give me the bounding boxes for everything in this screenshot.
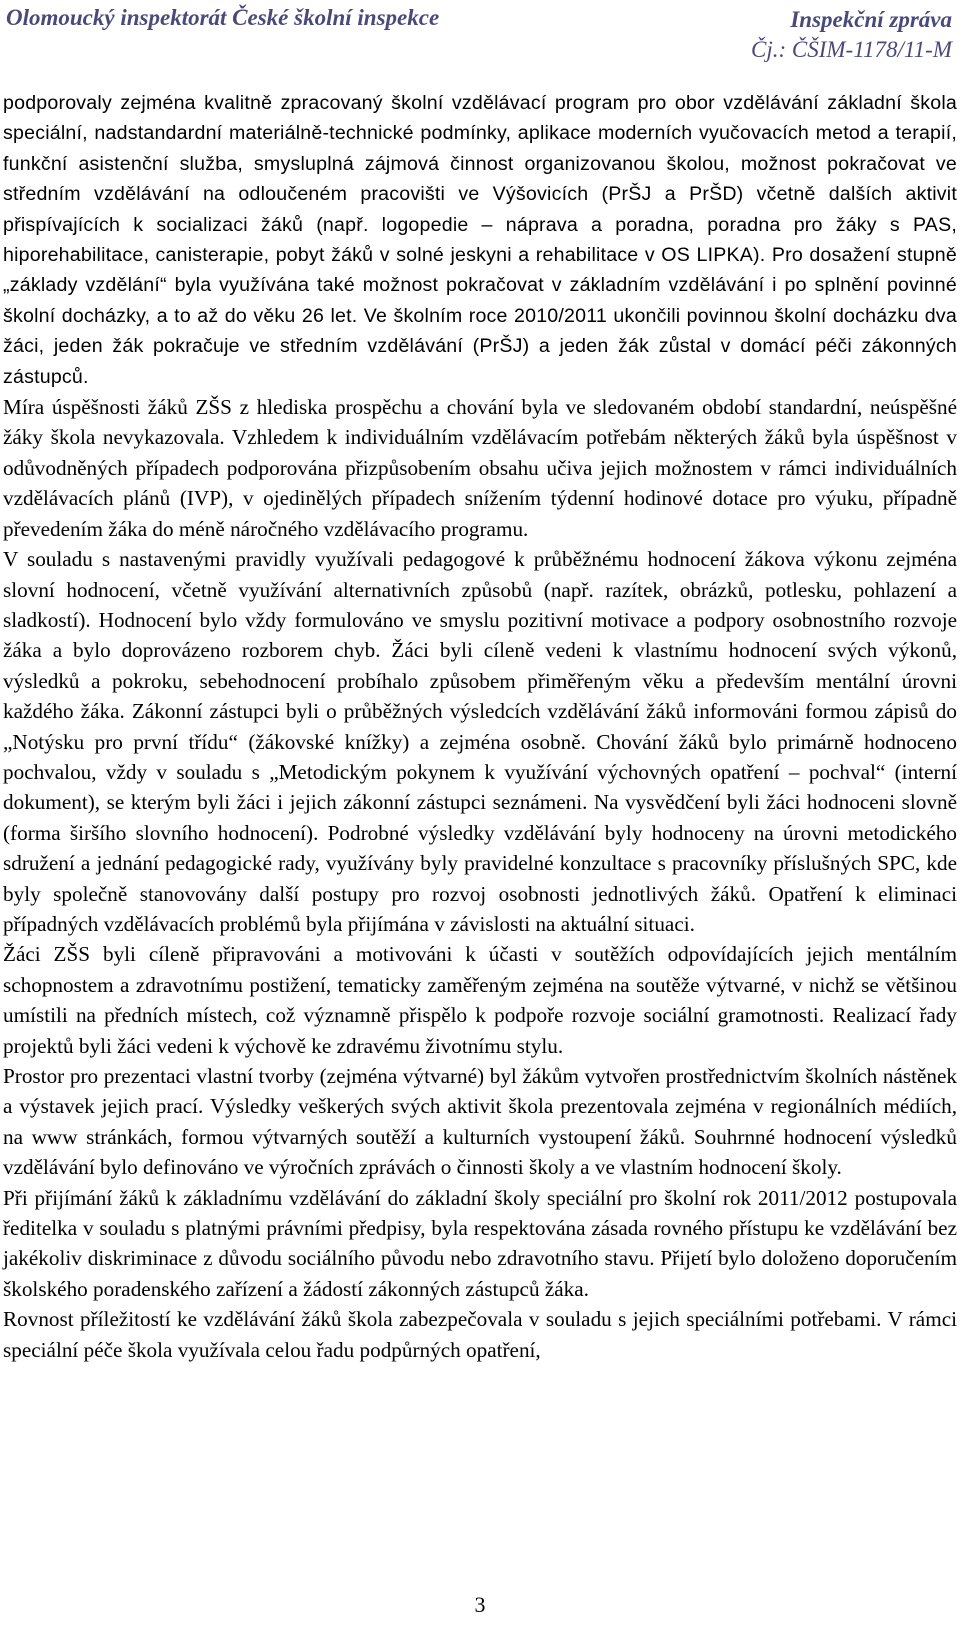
body-paragraph: podporovaly zejména kvalitně zpracovaný školní vzdělávací program pro obor vzdělávání základní škola speciální, nadstandardní materiálně-technické podmínky, aplikace moderních vyučovacích metod a terapií, funkční asistenční služba, smysluplná zájmová činnost organizovanou školou, možnost pokračovat ve středním vzdělávání na odloučeném pracovišti ve Výšovicích (PrŠJ a PrŠD) včetně dalších aktivit přispívajících k socializaci žáků (např. logopedie – náprava a poradna, poradna pro žáky s PAS, hiporehabilitace, canisterapie, pobyt žáků v solné jeskyni a rehabilitace v OS LIPKA). Pro dosažení stupně „základy vzdělání“ byla využívána také možnost pokračovat v základním vzdělávání i po splnění povinné školní docházky, a to až do věku 26 let. Ve školním roce 2010/2011 ukončili povinnou školní docházku dva žáci, jeden žák pokračuje ve středním vzdělávání (PrŠJ) a jeden žák zůstal v domácí péči zákonných zástupců.: [3, 92, 957, 388]
body-paragraph: V souladu s nastavenými pravidly využívali pedagogové k průběžnému hodnocení žákova výkonu zejména slovní hodnocení, včetně využívání alternativních způsobů (např. razítek, obrázků, potlesku, pohlazení a sladkostí). Hodnocení bylo vždy formulováno ve smyslu pozitivní motivace a podpory osobnostního rozvoje žáka a bylo doprovázeno rozborem chyb. Žáci byli cíleně vedeni k vlastnímu hodnocení svých výkonů, výsledků a pokroku, sebehodnocení probíhalo způsobem přiměřeným věku a především mentální úrovni každého žáka. Zákonní zástupci byli o průběžných výsledcích vzdělávání žáků informováni formou zápisů do „Notýsku pro první třídu“ (žákovské knížky) a zejména osobně. Chování žáků bylo primárně hodnoceno pochvalou, vždy v souladu s „Metodickým pokynem k využívání výchovných opatření – pochval“ (interní dokument), se kterým byli žáci i jejich zákonní zástupci seznámeni. Na vysvědčení byli žáci hodnoceni slovně (forma širšího slovního hodnocení). Podrobné výsledky vzdělávání byly hodnoceny na úrovni metodického sdružení a jednání pedagogické rady, využívány byly pravidelné konzultace s pracovníky příslušných SPC, kde byly společně stanovovány další postupy pro rozvoj osobnosti jednotlivých žáků. Opatření k eliminaci případných vzdělávacích problémů byla přijímána v závislosti na aktuální situaci.: [3, 547, 957, 936]
header-reference-number: Čj.: ČŠIM-1178/11-M: [750, 37, 952, 62]
page-number: 3: [474, 1592, 486, 1617]
header-divider: [0, 66, 960, 67]
body-paragraph: Míra úspěšnosti žáků ZŠS z hlediska prospěchu a chování byla ve sledovaném období standardní, neúspěšné žáky škola nevykazovala. Vzhledem k individuálním vzdělávacím potřebám některých žáků byla úspěšnost v odůvodněných případech podporována přizpůsobením obsahu učiva jejich možnostem v rámci individuálních vzdělávacích plánů (IVP), v ojedinělých případech snížením týdenní hodinové dotace pro výuku, případně převedením žáka do méně náročného vzdělávacího programu.: [3, 395, 957, 541]
header-report-info: [751, 5, 952, 65]
body-paragraph: Při přijímání žáků k základnímu vzdělávání do základní školy speciální pro školní rok 2011/2012 postupovala ředitelka v souladu s platnými právními předpisy, byla respektována zásada rovného přístupu ke vzdělávání bez jakékoliv diskriminace z důvodu sociálního původu nebo zdravotního stavu. Přijetí bylo doloženo doporučením školského poradenského zařízení a žádostí zákonných zástupců žáka.: [3, 1185, 957, 1301]
body-paragraph: Prostor pro prezentaci vlastní tvorby (zejména výtvarné) byl žákům vytvořen prostřednictvím školních nástěnek a výstavek jejich prací. Výsledky veškerých svých aktivit škola prezentovala zejména v regionálních médiích, na www stránkách, formou výtvarných soutěží a kulturních vystoupení žáků. Souhrnné hodnocení výsledků vzdělávání bylo definováno ve výročních zprávách o činnosti školy a ve vlastním hodnocení školy.: [3, 1064, 957, 1180]
header-report-title: Inspekční zpráva: [790, 7, 952, 32]
body-paragraph: Žáci ZŠS byli cíleně připravováni a motivováni k účasti v soutěžích odpovídajících jejich mentálním schopnostem a zdravotnímu postižení, tematicky zaměřeným zejména na soutěže výtvarné, v nichž se většinou umístili na předních místech, což významně přispělo k podpoře rozvoje sociální gramotnosti. Realizací řady projektů byli žáci vedeni k výchově ke zdravému životnímu stylu.: [3, 942, 957, 1058]
header-inspectorate: Olomoucký inspektorát České školní inspekce: [6, 5, 440, 30]
body-paragraph: Rovnost příležitostí ke vzdělávání žáků škola zabezpečovala v souladu s jejich speciálními potřebami. V rámci speciální péče škola využívala celou řadu podpůrných opatření,: [3, 1307, 957, 1362]
report-body: [3, 88, 957, 1365]
